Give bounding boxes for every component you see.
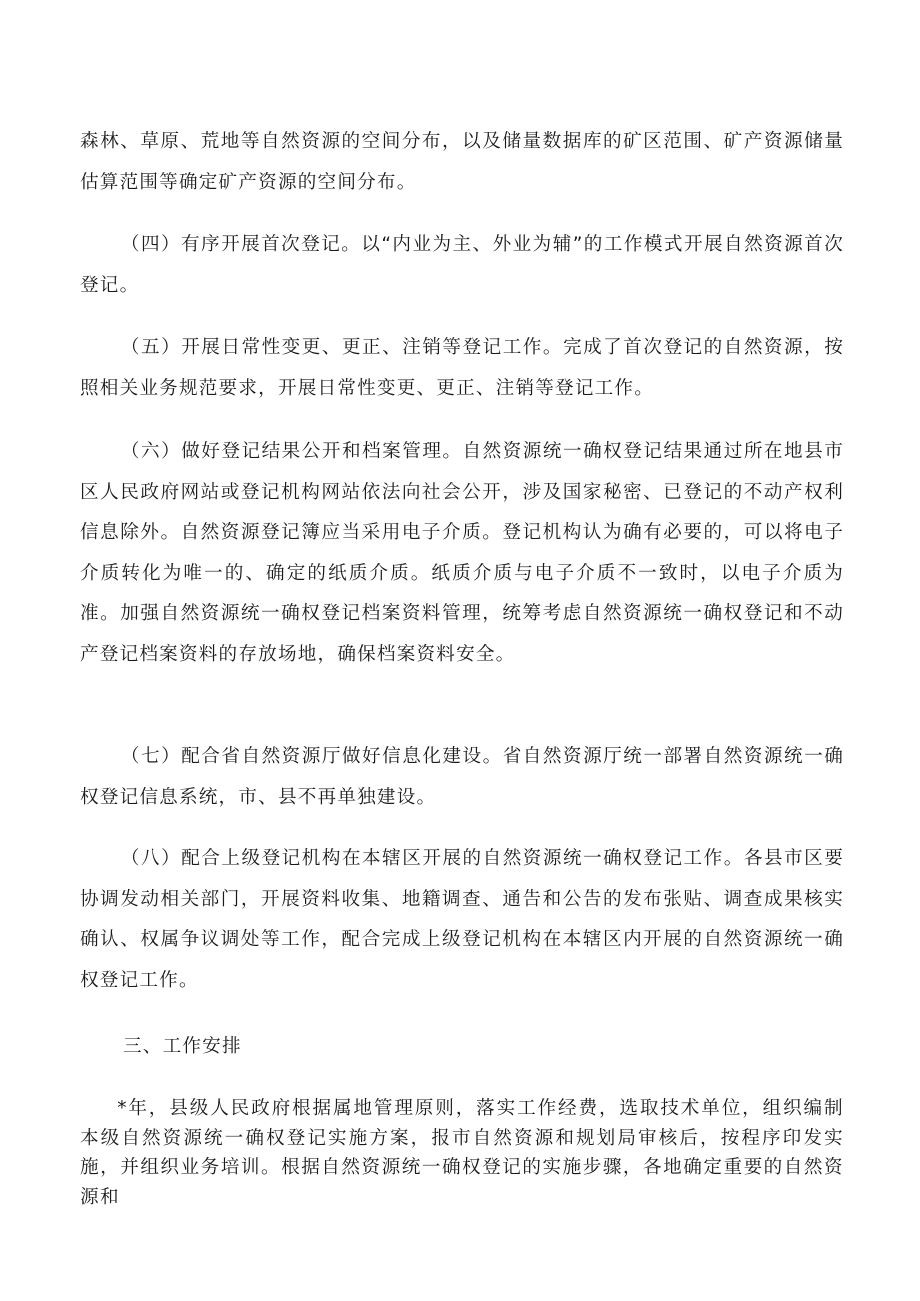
paragraph-routine-registration: （五）开展日常性变更、更正、注销等登记工作。完成了首次登记的自然资源，按照相关业务规范要求，开展日常性变更、更正、注销等登记工作。 <box>80 337 844 399</box>
section-heading: 三、工作安排 <box>123 1036 242 1057</box>
paragraph-cooperation: （八）配合上级登记机构在本辖区开展的自然资源统一确权登记工作。各县市区要协调发动相关部门，开展资料收集、地籍调查、通告和公告的发布张贴、调查成果核实确认、权属争议调处等工作，配合完成上级登记机构在本辖区内开展的自然资源统一确权登记工作。 <box>80 848 844 991</box>
paragraph-first-registration: （四）有序开展首次登记。以“内业为主、外业为辅”的工作模式开展自然资源首次登记。 <box>80 234 844 296</box>
paragraph-results-and-archives: （六）做好登记结果公开和档案管理。自然资源统一确权登记结果通过所在地县市区人民政府网站或登记机构网站依法向社会公开，涉及国家秘密、已登记的不动产权利信息除外。自然资源登记簿应当采用电子介质。登记机构认为确有必要的，可以将电子介质转化为唯一的、确定的纸质介质。纸质介质与电子介质不一致时，以电子介质为准。加强自然资源统一确权登记档案资料管理，统筹考虑自然资源统一确权登记和不动产登记档案资料的存放场地，确保档案资料安全。 <box>80 441 844 665</box>
paragraph-informatization: （七）配合省自然资源厅做好信息化建设。省自然资源厅统一部署自然资源统一确权登记信息系统，市、县不再单独建设。 <box>80 746 844 808</box>
paragraph-work-arrangement: *年，县级人民政府根据属地管理原则，落实工作经费，选取技术单位，组织编制本级自然资源统一确权登记实施方案，报市自然资源和规划局审核后，按程序印发实施，并组织业务培训。根据自然资源统一确权登记的实施步骤，各地确定重要的自然资源和 <box>80 1098 844 1208</box>
paragraph-continuation: 森林、草原、荒地等自然资源的空间分布，以及储量数据库的矿区范围、矿产资源储量估算范围等确定矿产资源的空间分布。 <box>80 131 844 193</box>
